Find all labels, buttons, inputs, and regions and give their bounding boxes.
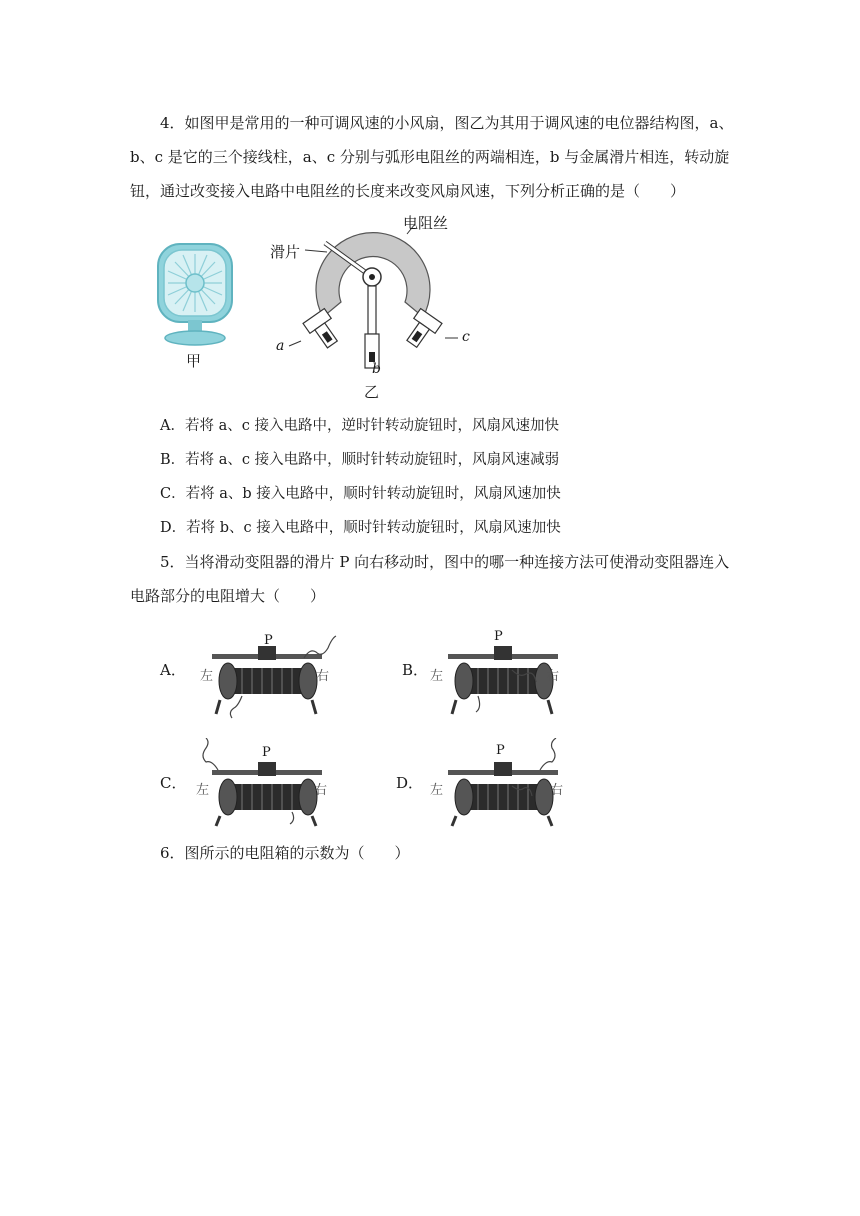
rheostat-a-slider-label: P <box>264 633 273 648</box>
q4-option-b[interactable]: B．若将 a、c 接入电路中，顺时针转动旋钮时，风扇风速减弱 <box>160 452 560 468</box>
rheostat-c-slider-label: P <box>262 745 271 760</box>
q5-choice-a-label[interactable]: A． <box>160 661 186 679</box>
q4-stem-line3: 钮，通过改变接入电路中电阻丝的长度来改变风扇风速，下列分析正确的是（ ） <box>130 182 686 200</box>
q6-stem-line1: 6．图所示的电阻箱的示数为（ ） <box>160 844 410 862</box>
rheostat-d-slider-label: P <box>496 743 505 758</box>
rheostat-b-slider-label: P <box>494 629 503 644</box>
q4-option-c[interactable]: C．若将 a、b 接入电路中，顺时针转动旋钮时，风扇风速加快 <box>160 486 561 502</box>
q5-choice-c-label[interactable]: C． <box>160 774 187 792</box>
rheostat-b-left-label: 左 <box>430 669 444 684</box>
rheostat-c-right-label: 右 <box>314 783 328 798</box>
potentiometer-figure-label: 乙 <box>364 383 380 401</box>
terminal-c-label: c <box>462 329 470 345</box>
q4-stem-line1: 4．如图甲是常用的一种可调风速的小风扇，图乙为其用于调风速的电位器结构图，a、 <box>160 114 734 132</box>
q4-option-d[interactable]: D．若将 b、c 接入电路中，顺时针转动旋钮时，风扇风速加快 <box>160 520 561 536</box>
fan-figure-label: 甲 <box>186 352 202 370</box>
rheostat-d-right-label: 右 <box>550 783 564 798</box>
q4-stem-line2: b、c 是它的三个接线柱，a、c 分别与弧形电阻丝的两端相连，b 与金属滑片相连，转动旋 <box>130 148 730 166</box>
terminal-b-label: b <box>372 361 381 377</box>
q5-stem-line2: 电路部分的电阻增大（ ） <box>130 587 326 605</box>
rheostat-d-left-label: 左 <box>430 783 444 798</box>
q5-stem-line1: 5．当将滑动变阻器的滑片 P 向右移动时，图中的哪一种连接方法可使滑动变阻器连入 <box>160 553 730 571</box>
fan-figure <box>150 240 240 370</box>
rheostat-b-right-label: 右 <box>546 669 560 684</box>
rheostat-a-right-label: 右 <box>316 669 330 684</box>
q5-choice-b-label[interactable]: B． <box>402 661 429 679</box>
q5-choice-d-label[interactable]: D． <box>396 774 424 792</box>
rheostat-c-left-label: 左 <box>196 783 210 798</box>
terminal-a-label: a <box>276 338 285 354</box>
resistance-wire-label: 电阻丝 <box>403 214 449 232</box>
q4-option-a[interactable]: A．若将 a、c 接入电路中，逆时针转动旋钮时，风扇风速加快 <box>160 418 559 434</box>
rheostat-a-left-label: 左 <box>200 669 214 684</box>
slider-label: 滑片 <box>270 243 301 261</box>
